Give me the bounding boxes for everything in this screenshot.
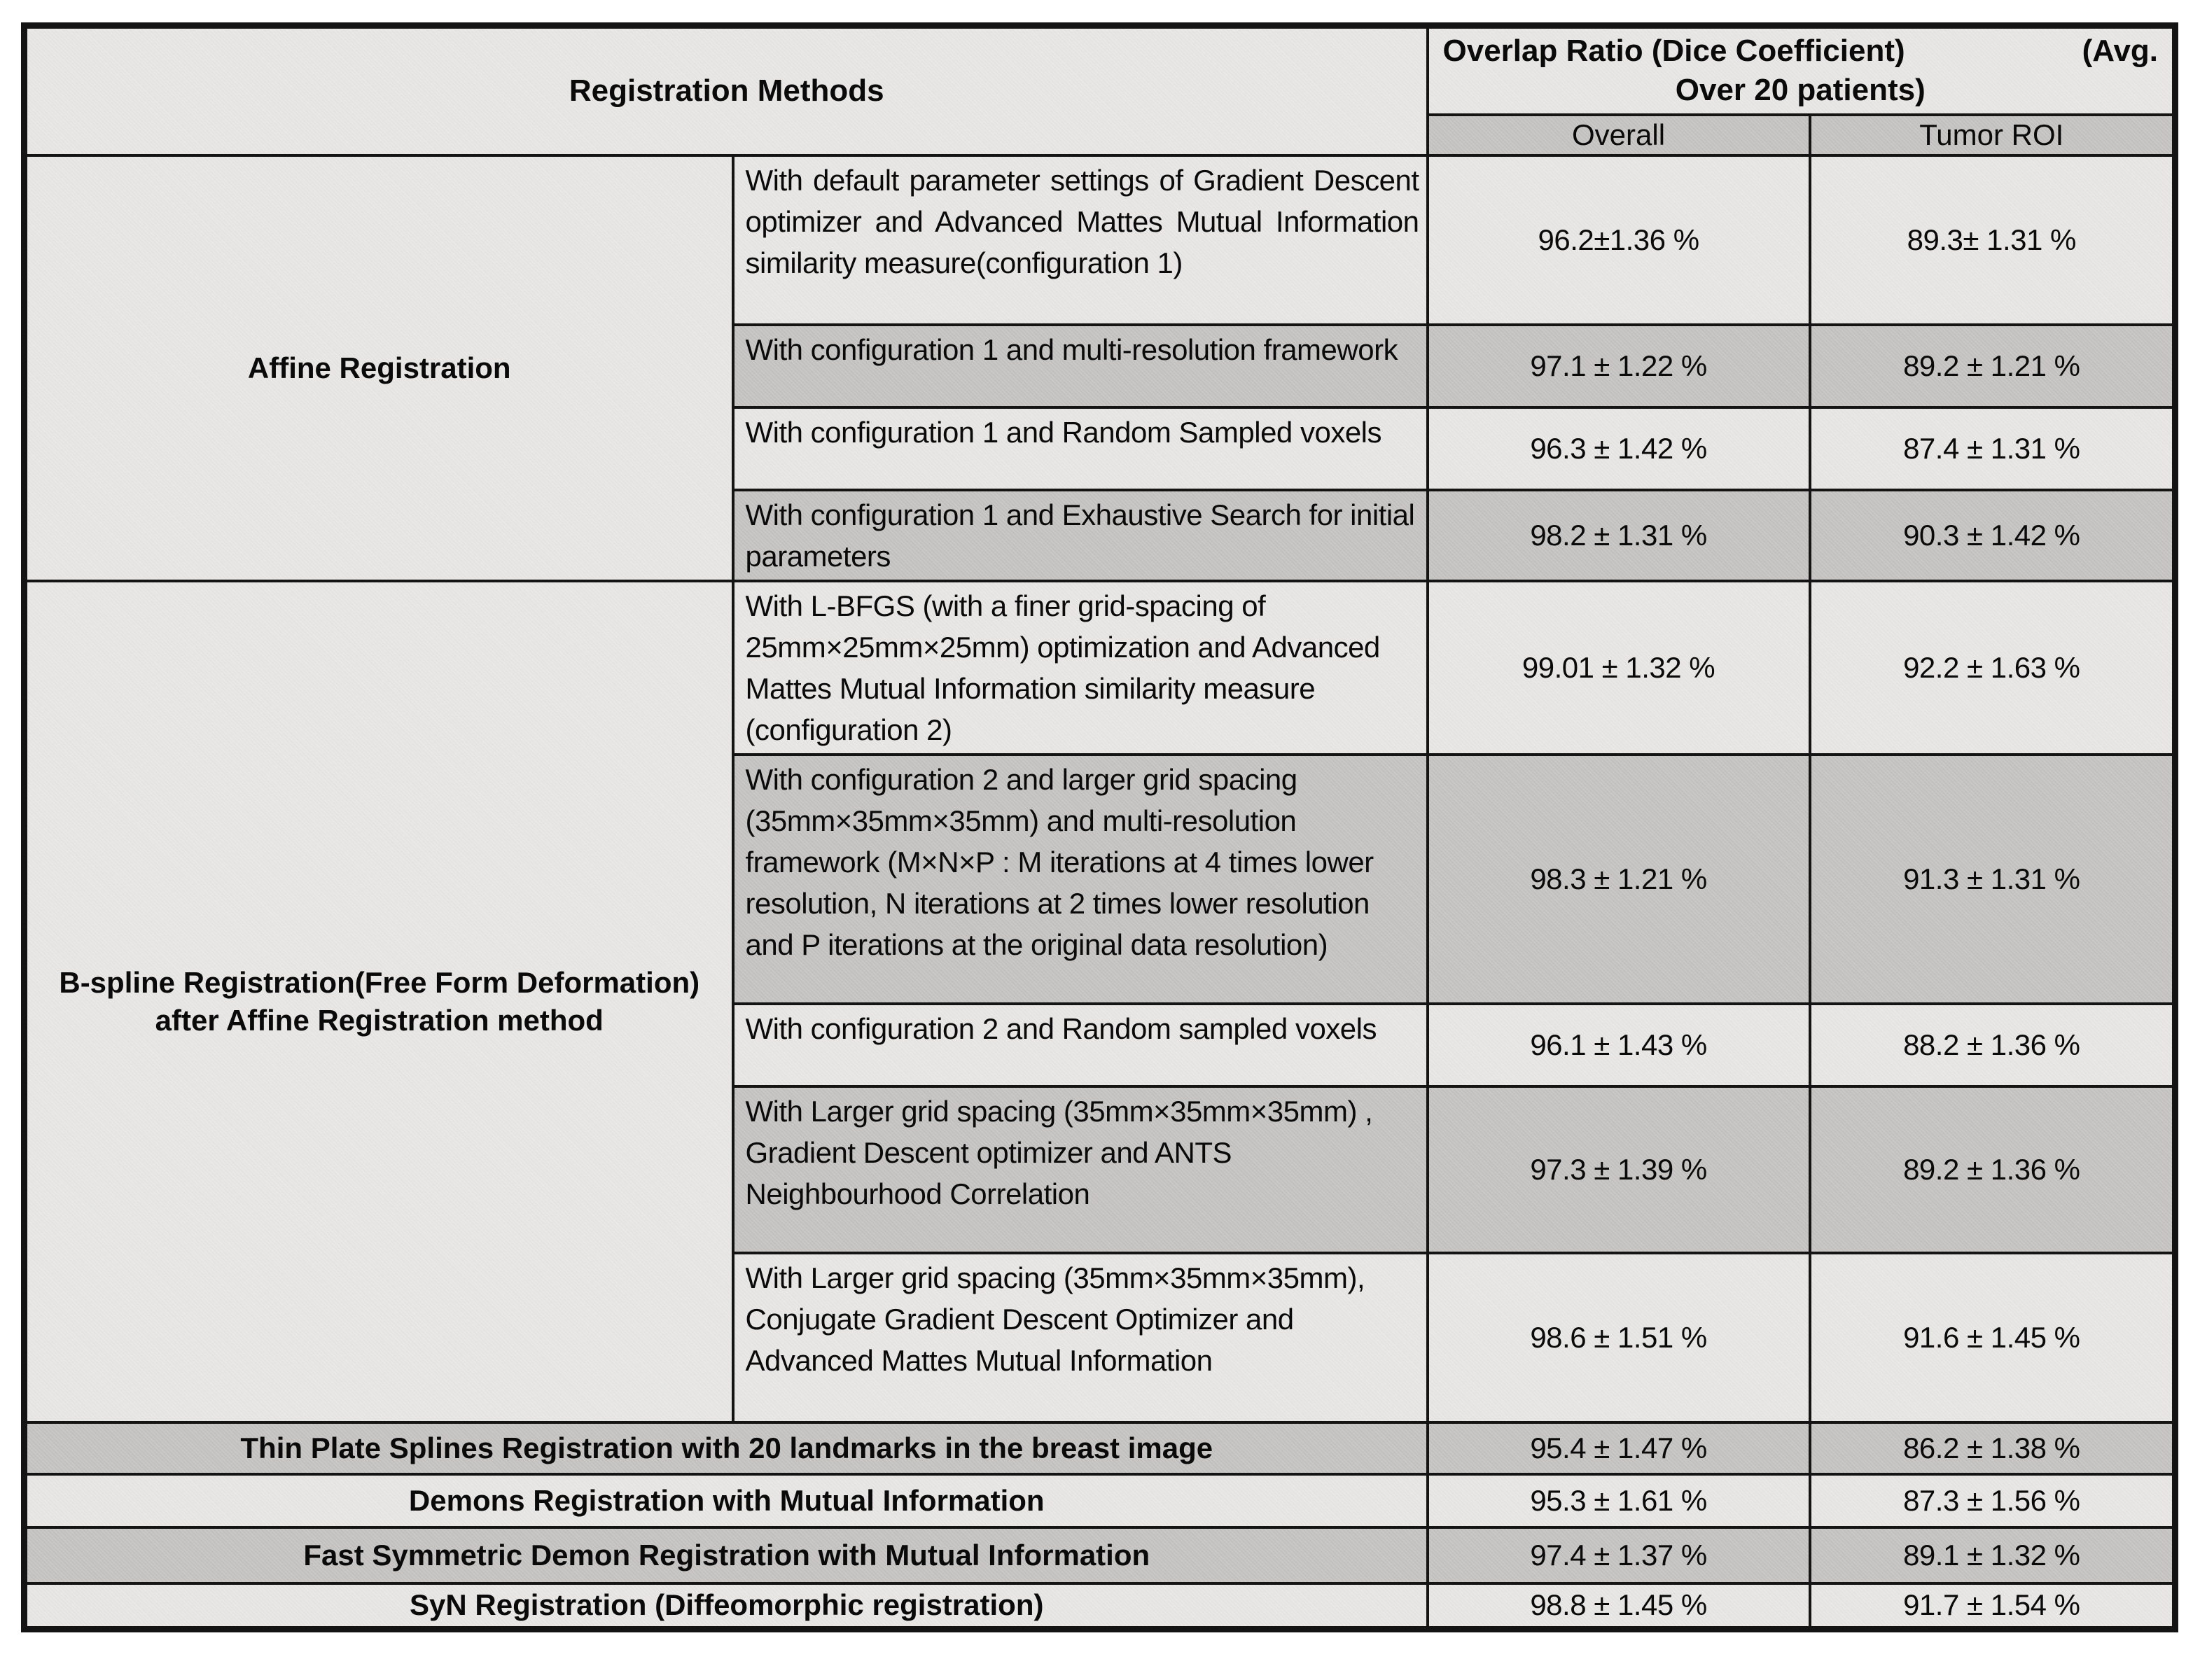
- tumor-roi-value-cell: 87.4 ± 1.31 %: [1810, 407, 2175, 490]
- overall-value-cell: 97.1 ± 1.22 %: [1428, 325, 1810, 407]
- method-description-cell: With configuration 1 and Random Sampled voxels: [733, 407, 1428, 490]
- tumor-roi-value-cell: 89.3± 1.31 %: [1810, 155, 2175, 325]
- overall-value-cell: 98.6 ± 1.51 %: [1428, 1253, 1810, 1422]
- registration-methods-header: Registration Methods: [25, 26, 1428, 155]
- tumor-roi-value-cell: 88.2 ± 1.36 %: [1810, 1004, 2175, 1086]
- tumor-roi-value-cell: 87.3 ± 1.56 %: [1810, 1474, 2175, 1527]
- tumor-roi-column-header: Tumor ROI: [1810, 115, 2175, 155]
- tumor-roi-value-cell: 91.6 ± 1.45 %: [1810, 1253, 2175, 1422]
- table-row-bspline-1: [25, 581, 2175, 755]
- method-description-cell: With configuration 2 and larger grid spacing (35mm×35mm×35mm) and multi-resolution framework (M×N×P : M iterations at 4 times lower resolution, N iterations at 2 times lower resolution and P iterations at the original data resolution): [733, 755, 1428, 1004]
- tumor-roi-value-cell: 89.1 ± 1.32 %: [1810, 1527, 2175, 1583]
- method-name-cell: SyN Registration (Diffeomorphic registration): [25, 1583, 1428, 1630]
- method-name-cell: Thin Plate Splines Registration with 20 landmarks in the breast image: [25, 1422, 1428, 1474]
- method-description-cell: With default parameter settings of Gradient Descent optimizer and Advanced Mattes Mutual Information similarity measure(configuration 1): [733, 155, 1428, 325]
- overall-value-cell: 99.01 ± 1.32 %: [1428, 581, 1810, 755]
- method-description-cell: With configuration 1 and Exhaustive Search for initial parameters: [733, 490, 1428, 581]
- overall-value-cell: 95.4 ± 1.47 %: [1428, 1422, 1810, 1474]
- bspline-group-label: B-spline Registration(Free Form Deformation) after Affine Registration method: [25, 581, 733, 1422]
- table-row-syn: [25, 1583, 2175, 1630]
- overall-value-cell: 96.3 ± 1.42 %: [1428, 407, 1810, 490]
- tumor-roi-value-cell: 91.3 ± 1.31 %: [1810, 755, 2175, 1004]
- method-description-cell: With Larger grid spacing (35mm×35mm×35mm) , Gradient Descent optimizer and ANTS Neighbourhood Correlation: [733, 1086, 1428, 1253]
- overall-value-cell: 96.2±1.36 %: [1428, 155, 1810, 325]
- overall-value-cell: 96.1 ± 1.43 %: [1428, 1004, 1810, 1086]
- overlap-header-title: Overlap Ratio (Dice Coefficient): [1442, 34, 1905, 68]
- table-row-affine-1: [25, 155, 2175, 325]
- method-description-cell: With configuration 2 and Random sampled voxels: [733, 1004, 1428, 1086]
- overall-value-cell: 98.3 ± 1.21 %: [1428, 755, 1810, 1004]
- tumor-roi-value-cell: 90.3 ± 1.42 %: [1810, 490, 2175, 581]
- overall-column-header: Overall: [1428, 115, 1810, 155]
- overall-value-cell: 95.3 ± 1.61 %: [1428, 1474, 1810, 1527]
- table-row-thin-plate-splines: [25, 1422, 2175, 1474]
- overall-value-cell: 97.3 ± 1.39 %: [1428, 1086, 1810, 1253]
- results-table: [21, 22, 2178, 1632]
- affine-group-label: Affine Registration: [25, 155, 733, 581]
- header-row-main: [25, 26, 2175, 115]
- method-description-cell: With L-BFGS (with a finer grid-spacing of 25mm×25mm×25mm) optimization and Advanced Mattes Mutual Information similarity measure (configuration 2): [733, 581, 1428, 755]
- tumor-roi-value-cell: 86.2 ± 1.38 %: [1810, 1422, 2175, 1474]
- tumor-roi-value-cell: 92.2 ± 1.63 %: [1810, 581, 2175, 755]
- overall-value-cell: 98.8 ± 1.45 %: [1428, 1583, 1810, 1630]
- overlap-header-line1: [1439, 31, 2163, 71]
- tumor-roi-value-cell: 89.2 ± 1.21 %: [1810, 325, 2175, 407]
- tumor-roi-value-cell: 89.2 ± 1.36 %: [1810, 1086, 2175, 1253]
- overlap-header-avg: (Avg.: [2082, 34, 2159, 68]
- overlap-header-line2: Over 20 patients): [1675, 73, 1926, 108]
- overlap-ratio-header: [1428, 26, 2175, 115]
- method-name-cell: Fast Symmetric Demon Registration with Mutual Information: [25, 1527, 1428, 1583]
- method-description-cell: With Larger grid spacing (35mm×35mm×35mm), Conjugate Gradient Descent Optimizer and Advanced Mattes Mutual Information: [733, 1253, 1428, 1422]
- table-row-demons: [25, 1474, 2175, 1527]
- table-row-fast-symmetric-demon: [25, 1527, 2175, 1583]
- method-name-cell: Demons Registration with Mutual Information: [25, 1474, 1428, 1527]
- overall-value-cell: 97.4 ± 1.37 %: [1428, 1527, 1810, 1583]
- tumor-roi-value-cell: 91.7 ± 1.54 %: [1810, 1583, 2175, 1630]
- overall-value-cell: 98.2 ± 1.31 %: [1428, 490, 1810, 581]
- method-description-cell: With configuration 1 and multi-resolution framework: [733, 325, 1428, 407]
